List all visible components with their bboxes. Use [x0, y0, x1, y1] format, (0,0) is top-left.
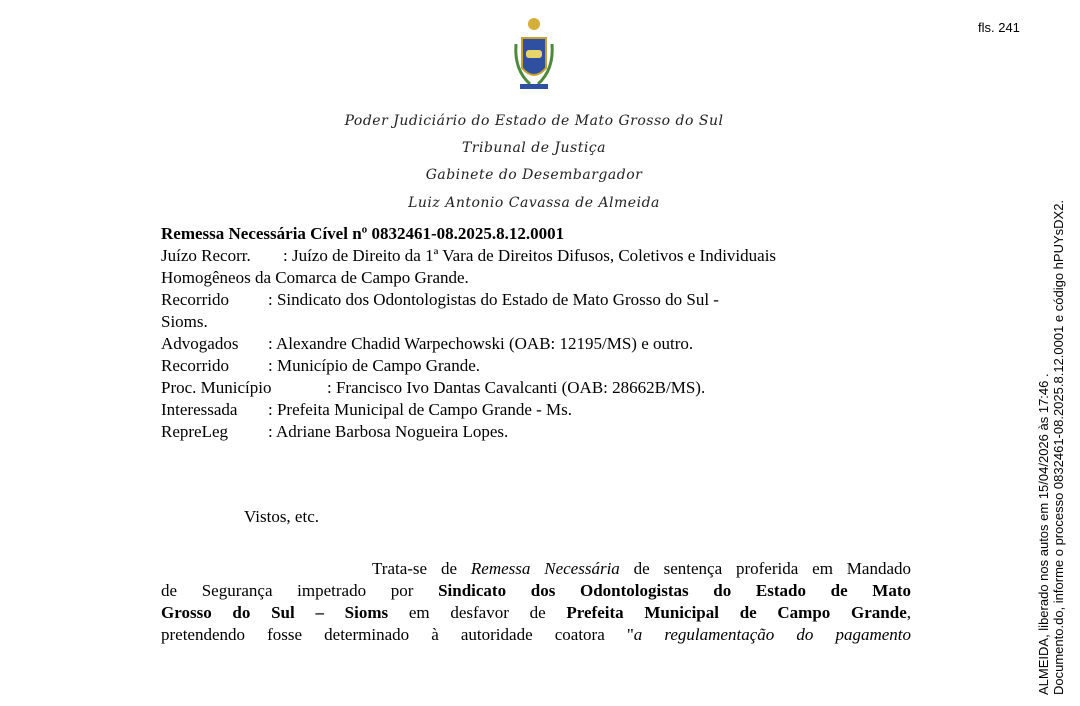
text-bold: Prefeita Municipal de Campo Grande	[566, 603, 907, 622]
text: em desfavor de	[388, 603, 567, 622]
side-line: ALMEIDA, liberado nos autos em 15/04/2026 às 17:46 .	[1036, 373, 1051, 695]
text: de sentença proferida em Mandado	[619, 559, 912, 578]
party-value: : Prefeita Municipal de Campo Grande - Ms.	[268, 400, 573, 419]
party-label: Interessada	[161, 400, 238, 419]
text: pretendendo fosse determinado à autoridade coatora "	[161, 625, 634, 644]
text-italic: Remessa Necessária	[470, 559, 620, 578]
coat-of-arms-logo	[512, 10, 556, 102]
side-line: Documento.do, informe o processo 0832461-08.2025.8.12.0001 e código hPUYsDX2.	[1051, 199, 1066, 695]
party-value: : Município de Campo Grande.	[268, 356, 480, 375]
party-label: Recorrido	[161, 356, 229, 375]
page-number: fls. 241	[978, 20, 1020, 35]
party-value: : Sindicato dos Odontologistas do Estado de Mato Grosso do Sul -	[268, 290, 719, 309]
party-value-cont: Sioms.	[161, 312, 208, 331]
text: Trata-se de	[372, 559, 471, 578]
text: ,	[906, 603, 911, 622]
text: de Segurança impetrado por	[161, 581, 439, 600]
party-label: Recorrido	[161, 290, 229, 309]
party-label: Advogados	[161, 334, 239, 353]
case-header	[161, 223, 911, 443]
party-value: : Francisco Ivo Dantas Cavalcanti (OAB: 28662B/MS).	[327, 378, 706, 397]
side-authentication-note	[1036, 200, 1066, 695]
party-value: : Alexandre Chadid Warpechowski (OAB: 12195/MS) e outro.	[268, 334, 694, 353]
letterhead-line: Tribunal de Justiça	[461, 140, 607, 156]
party-value: : Juízo de Direito da 1ª Vara de Direitos Difusos, Coletivos e Individuais	[283, 246, 777, 265]
case-title: Remessa Necessária Cível nº 0832461-08.2025.8.12.0001	[161, 224, 565, 243]
text-bold: Sindicato dos Odontologistas do Estado de Mato	[438, 581, 911, 600]
letterhead-line: Gabinete do Desembargador	[425, 167, 643, 183]
greeting: Vistos, etc.	[244, 507, 319, 526]
letterhead-line: Poder Judiciário do Estado de Mato Grosso do Sul	[344, 113, 724, 129]
party-label: Proc. Município	[161, 378, 272, 397]
body-paragraph	[161, 558, 911, 646]
text-bold: Grosso do Sul – Sioms	[161, 603, 389, 622]
letterhead-line: Luiz Antonio Cavassa de Almeida	[408, 195, 660, 211]
text-italic: a regulamentação do pagamento	[633, 625, 911, 644]
party-value-cont: Homogêneos da Comarca de Campo Grande.	[161, 268, 469, 287]
party-label: RepreLeg	[161, 422, 229, 441]
party-label: Juízo Recorr.	[161, 246, 251, 265]
party-value: : Adriane Barbosa Nogueira Lopes.	[268, 422, 509, 441]
